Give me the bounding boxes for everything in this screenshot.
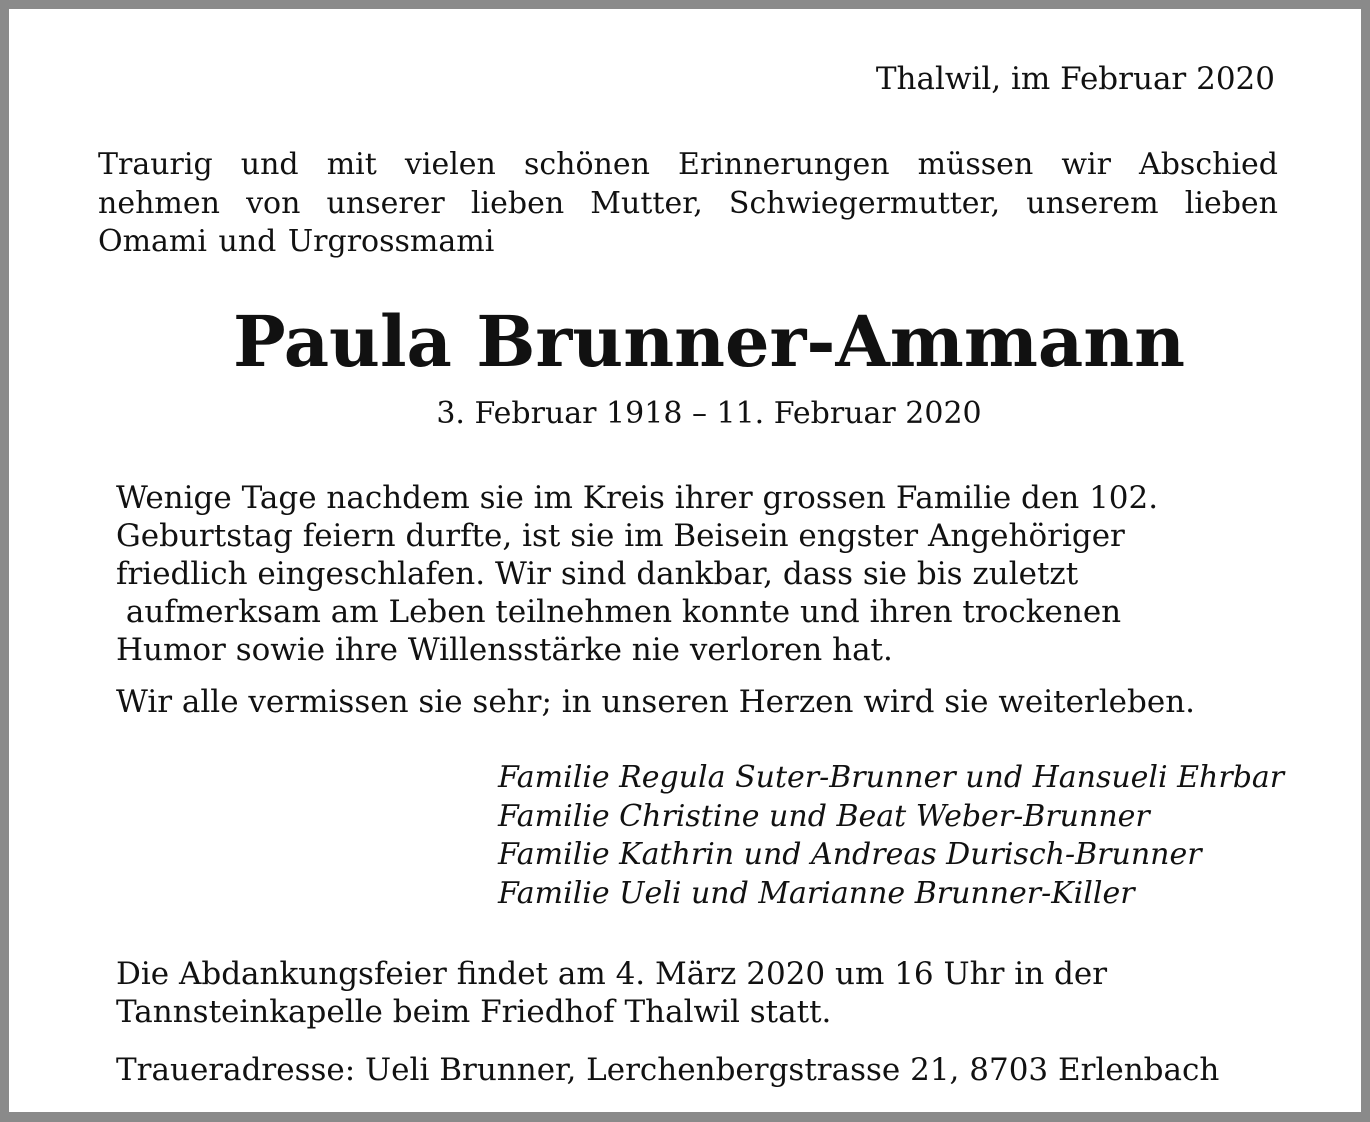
lifespan-dates: 3. Februar 1918 – 11. Februar 2020 xyxy=(436,396,982,431)
mourning-address: Traueradresse: Ueli Brunner, Lerchenbergstrasse 21, 8703 Erlenbach xyxy=(116,1052,1220,1088)
deceased-name: Paula Brunner-Ammann xyxy=(232,300,1186,383)
body-paragraph: Wenige Tage nachdem sie im Kreis ihrer grossen Familie den 102. Geburtstag feiern durfte, ist sie im Beisein engster Angehöriger friedlich eingeschlafen. Wir sind dankbar, dass sie bis zuletzt aufmerksam am Leben teilnehmen konnte und ihren trockenen Humor sowie ihre Willensstärke nie verloren hat. xyxy=(116,480,1159,668)
obituary-notice xyxy=(9,9,1361,1112)
place-date: Thalwil, im Februar 2020 xyxy=(875,61,1275,97)
family-line: Familie Regula Suter-Brunner und Hansueli Ehrbar xyxy=(498,760,1285,795)
closing-line: Wir alle vermissen sie sehr; in unseren Herzen wird sie weiterleben. xyxy=(116,684,1196,720)
family-signatures xyxy=(498,759,1284,913)
family-line: Familie Christine und Beat Weber-Brunner xyxy=(498,798,1150,834)
ceremony-line: Die Abdankungsfeier findet am 4. März 2020 um 16 Uhr in der xyxy=(116,956,1108,992)
family-line: Familie Kathrin und Andreas Durisch-Brunner xyxy=(498,837,1202,872)
ceremony-info xyxy=(116,955,1107,1031)
ceremony-line: Tannsteinkapelle beim Friedhof Thalwil statt. xyxy=(116,994,832,1030)
family-line: Familie Ueli und Marianne Brunner-Killer xyxy=(498,875,1135,911)
intro-paragraph: Traurig und mit vielen schönen Erinnerungen müssen wir Abschied nehmen von unserer lieben Mutter, Schwiegermutter, unserem lieben Omami und Urgrossmami xyxy=(98,147,1278,259)
